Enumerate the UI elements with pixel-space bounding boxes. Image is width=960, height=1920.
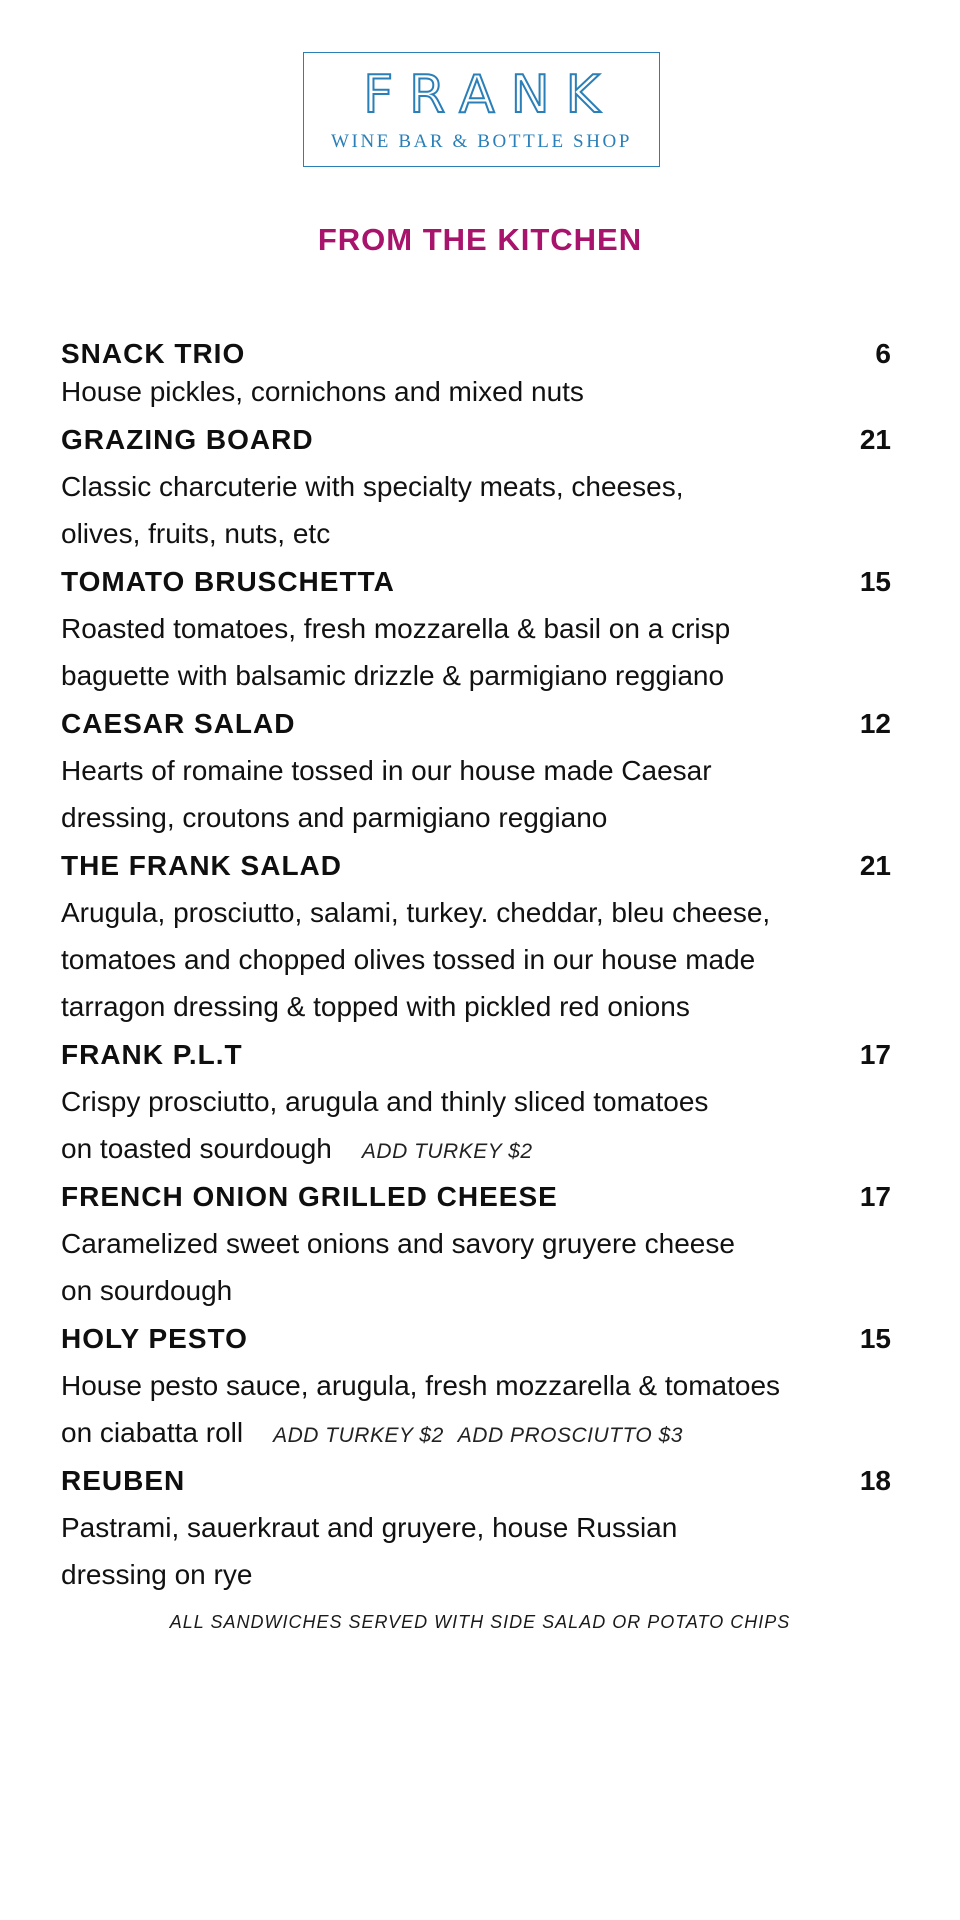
addon-option: ADD TURKEY $2 — [273, 1424, 444, 1447]
item-name: REUBEN — [61, 1465, 186, 1496]
logo-name: FRANK — [363, 65, 616, 125]
item-description — [61, 889, 891, 1030]
menu-item-tomato-bruschetta — [61, 565, 891, 699]
item-price: 21 — [859, 850, 891, 881]
description-line: Hearts of romaine tossed in our house made Caesar — [61, 755, 712, 786]
item-description — [61, 747, 891, 841]
description-line: Pastrami, sauerkraut and gruyere, house Russian — [61, 1512, 678, 1543]
description-line: on sourdough — [61, 1275, 233, 1306]
addon-option: ADD PROSCIUTTO $3 — [457, 1424, 683, 1447]
description-text: on ciabatta roll — [61, 1417, 244, 1448]
item-name: HOLY PESTO — [61, 1323, 248, 1354]
menu-item-snack-trio — [61, 337, 891, 409]
addon-option: ADD TURKEY $2 — [361, 1140, 533, 1163]
item-description — [61, 463, 891, 557]
menu-item-caesar-salad — [61, 707, 891, 841]
menu-item-french-onion-grilled-cheese — [61, 1180, 891, 1314]
item-name: GRAZING BOARD — [61, 424, 314, 455]
description-line: Crispy prosciutto, arugula and thinly sliced tomatoes — [61, 1086, 709, 1117]
item-description — [61, 605, 891, 699]
item-description — [61, 1220, 891, 1314]
menu-item-holy-pesto — [61, 1322, 891, 1459]
item-price: 15 — [859, 1323, 891, 1354]
menu-item-reuben — [61, 1464, 891, 1598]
description-text: on toasted sourdough — [61, 1133, 332, 1164]
description-line: tarragon dressing & topped with pickled red onions — [61, 991, 690, 1022]
menu-item-the-frank-salad — [61, 849, 891, 1030]
item-price: 6 — [875, 338, 891, 369]
item-description — [61, 1362, 891, 1459]
description-line: baguette with balsamic drizzle & parmigiano reggiano — [61, 660, 725, 691]
item-price: 12 — [859, 708, 891, 739]
description-line: Caramelized sweet onions and savory gruyere cheese — [61, 1228, 735, 1259]
description-line: House pesto sauce, arugula, fresh mozzarella & tomatoes — [61, 1370, 781, 1401]
item-description — [61, 375, 891, 409]
logo-tagline: WINE BAR & BOTTLE SHOP — [330, 131, 633, 152]
description-line — [61, 1409, 891, 1459]
description-line: dressing on rye — [61, 1559, 253, 1590]
description-line: House pickles, cornichons and mixed nuts — [61, 376, 584, 407]
item-name: FRENCH ONION GRILLED CHEESE — [61, 1181, 558, 1212]
frank-logo — [303, 52, 660, 167]
section-title: FROM THE KITCHEN — [317, 222, 643, 257]
item-name: SNACK TRIO — [61, 338, 246, 369]
description-line: Classic charcuterie with specialty meats, cheeses, — [61, 471, 684, 502]
item-price: 17 — [859, 1039, 891, 1070]
description-line: Arugula, prosciutto, salami, turkey. cheddar, bleu cheese, — [61, 897, 771, 928]
item-price: 15 — [859, 566, 891, 597]
item-name: FRANK P.L.T — [61, 1039, 243, 1070]
item-price: 18 — [859, 1465, 891, 1496]
item-name: CAESAR SALAD — [61, 708, 296, 739]
menu-item-grazing-board — [61, 423, 891, 557]
item-name: THE FRANK SALAD — [61, 850, 342, 881]
item-price: 17 — [859, 1181, 891, 1212]
description-line: dressing, croutons and parmigiano reggiano — [61, 802, 608, 833]
menu-item-frank-plt — [61, 1038, 891, 1175]
description-line: Roasted tomatoes, fresh mozzarella & basil on a crisp — [61, 613, 731, 644]
item-name: TOMATO BRUSCHETTA — [61, 566, 395, 597]
description-line — [61, 1125, 891, 1175]
sandwich-footnote: ALL SANDWICHES SERVED WITH SIDE SALAD OR POTATO CHIPS — [169, 1612, 791, 1632]
item-description — [61, 1504, 891, 1598]
item-description — [61, 1078, 891, 1175]
description-line: olives, fruits, nuts, etc — [61, 518, 331, 549]
description-line: tomatoes and chopped olives tossed in our house made — [61, 944, 756, 975]
item-price: 21 — [859, 424, 891, 455]
